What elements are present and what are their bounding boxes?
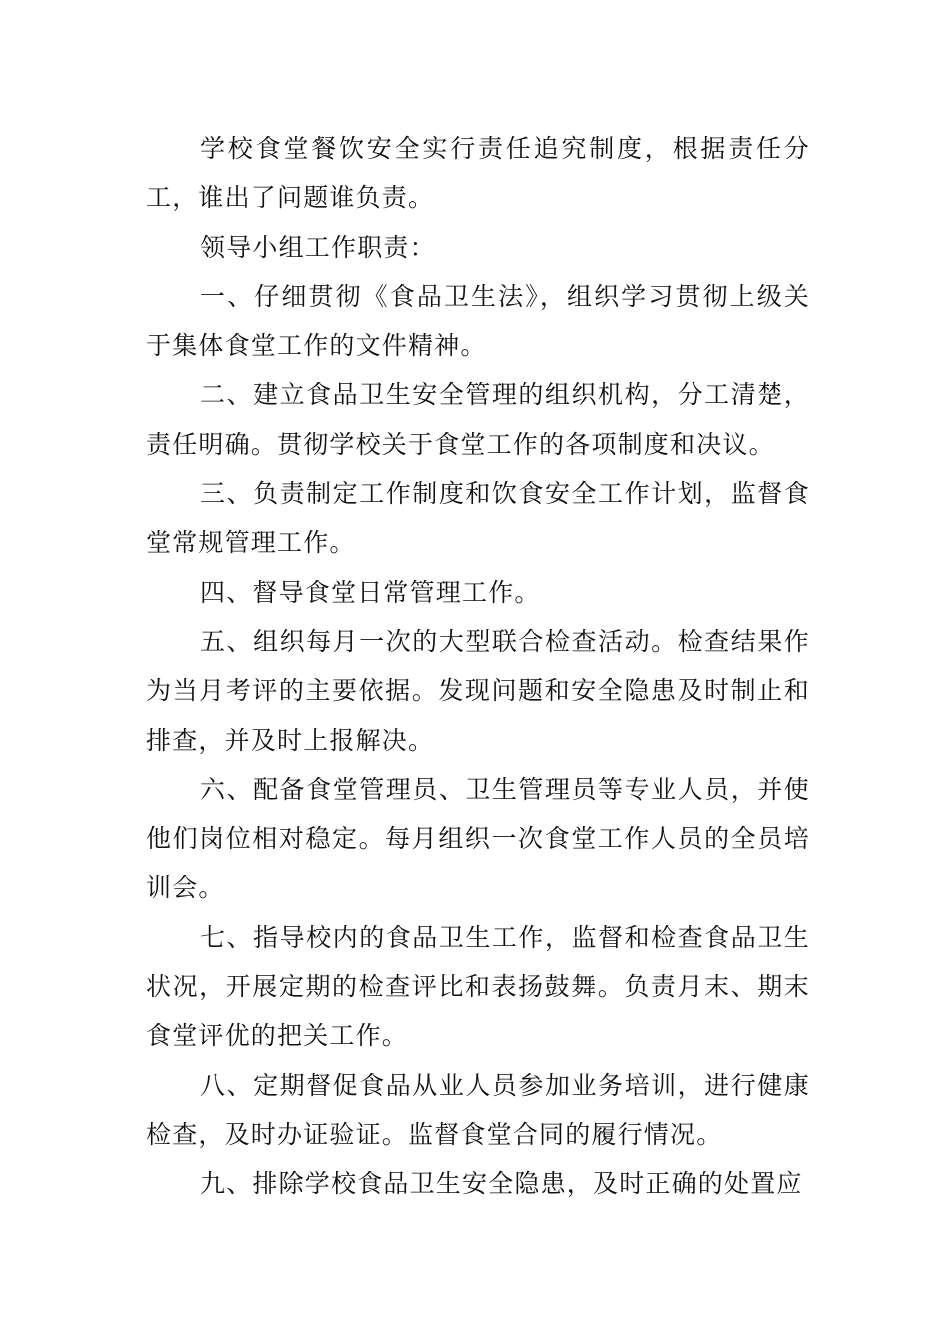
document-body [146,124,810,1209]
paragraph-duty-4: 四、督导食堂日常管理工作。 [200,577,541,607]
paragraph-duties-heading: 领导小组工作职责： [200,232,436,262]
paragraph-duty-8: 八、定期督促食品从业人员参加业务培训，进行健康检查，及时办证验证。监督食堂合同的履行情况。 [146,1070,810,1149]
paragraph-duty-2: 二、建立食品卫生安全管理的组织机构，分工清楚，责任明确。贯彻学校关于食堂工作的各项制度和决议。 [146,380,810,459]
paragraph-duty-7: 七、指导校内的食品卫生工作，监督和检查食品卫生状况，开展定期的检查评比和表扬鼓舞。负责月末、期末食堂评优的把关工作。 [146,922,810,1051]
paragraph-duty-9: 九、排除学校食品卫生安全隐患，及时正确的处置应 [200,1169,803,1199]
paragraph-duty-1: 一、仔细贯彻《食品卫生法》，组织学习贯彻上级关于集体食堂工作的文件精神。 [146,281,810,361]
paragraph-duty-3: 三、负责制定工作制度和饮食安全工作计划，监督食堂常规管理工作。 [146,479,810,558]
paragraph-duty-6: 六、配备食堂管理员、卫生管理员等专业人员，并使他们岗位相对稳定。每月组织一次食堂工作人员的全员培训会。 [146,774,810,903]
paragraph-responsibility-system: 学校食堂餐饮安全实行责任追究制度，根据责任分工，谁出了问题谁负责。 [146,134,810,213]
paragraph-duty-5: 五、组织每月一次的大型联合检查活动。检查结果作为当月考评的主要依据。发现问题和安全隐患及时制止和排查，并及时上报解决。 [146,626,810,755]
